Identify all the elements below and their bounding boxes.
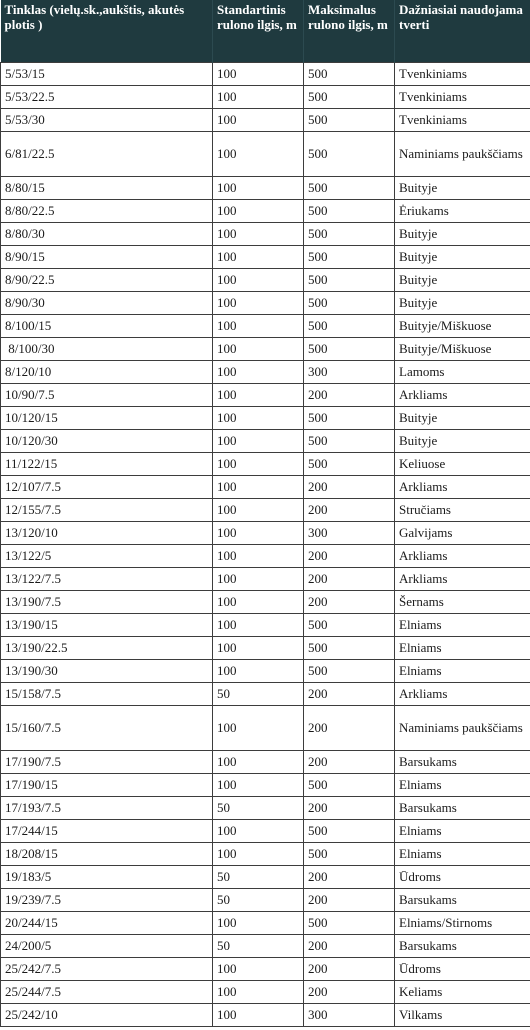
cell-usage: Buityje xyxy=(395,407,530,430)
table-row xyxy=(1,338,530,361)
cell-max-length: 500 xyxy=(304,109,395,132)
cell-standard-length: 100 xyxy=(213,453,304,476)
cell-mesh: 17/190/7.5 xyxy=(1,751,213,774)
cell-max-length: 200 xyxy=(304,866,395,889)
cell-mesh: 13/120/10 xyxy=(1,522,213,545)
cell-usage: Elniams xyxy=(395,843,530,866)
table-row xyxy=(1,545,530,568)
cell-standard-length: 50 xyxy=(213,797,304,820)
header-row xyxy=(1,0,530,63)
table-body xyxy=(1,63,530,1027)
cell-standard-length: 100 xyxy=(213,820,304,843)
table-row xyxy=(1,774,530,797)
cell-usage: Keliams xyxy=(395,981,530,1004)
cell-standard-length: 100 xyxy=(213,614,304,637)
table-row xyxy=(1,706,530,751)
cell-max-length: 500 xyxy=(304,660,395,683)
cell-usage: Ūdroms xyxy=(395,958,530,981)
cell-max-length: 200 xyxy=(304,889,395,912)
table-row xyxy=(1,1004,530,1027)
cell-standard-length: 100 xyxy=(213,200,304,223)
cell-usage: Buityje xyxy=(395,246,530,269)
cell-standard-length: 100 xyxy=(213,315,304,338)
table-row xyxy=(1,683,530,706)
cell-usage: Buityje xyxy=(395,430,530,453)
cell-standard-length: 100 xyxy=(213,981,304,1004)
cell-standard-length: 100 xyxy=(213,223,304,246)
cell-max-length: 200 xyxy=(304,706,395,751)
table-row xyxy=(1,407,530,430)
cell-standard-length: 50 xyxy=(213,683,304,706)
table-row xyxy=(1,384,530,407)
table-row xyxy=(1,637,530,660)
cell-usage: Barsukams xyxy=(395,751,530,774)
cell-mesh: 19/183/5 xyxy=(1,866,213,889)
cell-usage: Buityje xyxy=(395,269,530,292)
table-row xyxy=(1,315,530,338)
cell-max-length: 200 xyxy=(304,981,395,1004)
cell-mesh: 8/90/22.5 xyxy=(1,269,213,292)
cell-max-length: 200 xyxy=(304,683,395,706)
cell-mesh: 8/120/10 xyxy=(1,361,213,384)
cell-standard-length: 100 xyxy=(213,660,304,683)
table-row xyxy=(1,843,530,866)
table-row xyxy=(1,522,530,545)
cell-max-length: 500 xyxy=(304,407,395,430)
cell-max-length: 500 xyxy=(304,200,395,223)
cell-max-length: 200 xyxy=(304,499,395,522)
cell-max-length: 500 xyxy=(304,132,395,177)
cell-max-length: 200 xyxy=(304,797,395,820)
cell-standard-length: 100 xyxy=(213,361,304,384)
cell-max-length: 500 xyxy=(304,63,395,86)
cell-mesh: 10/90/7.5 xyxy=(1,384,213,407)
cell-usage: Buityje xyxy=(395,177,530,200)
cell-max-length: 500 xyxy=(304,637,395,660)
cell-mesh: 8/80/22.5 xyxy=(1,200,213,223)
cell-max-length: 500 xyxy=(304,843,395,866)
cell-max-length: 200 xyxy=(304,958,395,981)
table-row xyxy=(1,132,530,177)
cell-max-length: 500 xyxy=(304,820,395,843)
header-max-length: Maksimalus rulono ilgis, m xyxy=(304,0,395,63)
cell-standard-length: 100 xyxy=(213,568,304,591)
cell-max-length: 500 xyxy=(304,86,395,109)
table-row xyxy=(1,269,530,292)
cell-max-length: 300 xyxy=(304,361,395,384)
cell-mesh: 5/53/30 xyxy=(1,109,213,132)
cell-mesh: 17/190/15 xyxy=(1,774,213,797)
table-row xyxy=(1,109,530,132)
cell-usage: Elniams xyxy=(395,820,530,843)
cell-mesh: 17/244/15 xyxy=(1,820,213,843)
cell-max-length: 500 xyxy=(304,223,395,246)
cell-usage: Naminiams paukščiams xyxy=(395,132,530,177)
cell-max-length: 500 xyxy=(304,177,395,200)
cell-usage: Tvenkiniams xyxy=(395,109,530,132)
header-mesh: Tinklas (vielų.sk.,aukštis, akutės plotis ) xyxy=(1,0,213,63)
cell-mesh: 8/80/15 xyxy=(1,177,213,200)
cell-standard-length: 100 xyxy=(213,430,304,453)
cell-mesh: 25/242/10 xyxy=(1,1004,213,1027)
cell-mesh: 10/120/15 xyxy=(1,407,213,430)
cell-standard-length: 100 xyxy=(213,958,304,981)
cell-usage: Ėriukams xyxy=(395,200,530,223)
cell-mesh: 13/190/15 xyxy=(1,614,213,637)
cell-max-length: 500 xyxy=(304,269,395,292)
cell-usage: Šernams xyxy=(395,591,530,614)
cell-standard-length: 100 xyxy=(213,751,304,774)
cell-usage: Arkliams xyxy=(395,476,530,499)
cell-usage: Arkliams xyxy=(395,683,530,706)
cell-standard-length: 100 xyxy=(213,86,304,109)
cell-max-length: 200 xyxy=(304,568,395,591)
cell-usage: Elniams xyxy=(395,637,530,660)
cell-usage: Elniams xyxy=(395,774,530,797)
cell-max-length: 500 xyxy=(304,774,395,797)
cell-standard-length: 100 xyxy=(213,407,304,430)
cell-max-length: 200 xyxy=(304,751,395,774)
table-row xyxy=(1,935,530,958)
cell-standard-length: 100 xyxy=(213,591,304,614)
cell-mesh: 13/190/22.5 xyxy=(1,637,213,660)
table-row xyxy=(1,223,530,246)
cell-max-length: 500 xyxy=(304,453,395,476)
cell-mesh: 8/80/30 xyxy=(1,223,213,246)
cell-standard-length: 100 xyxy=(213,269,304,292)
cell-standard-length: 100 xyxy=(213,63,304,86)
table-row xyxy=(1,751,530,774)
table-row xyxy=(1,614,530,637)
cell-standard-length: 100 xyxy=(213,384,304,407)
table-row xyxy=(1,912,530,935)
cell-standard-length: 100 xyxy=(213,522,304,545)
cell-max-length: 500 xyxy=(304,430,395,453)
header-standard-length: Standartinis rulono ilgis, m xyxy=(213,0,304,63)
cell-mesh: 11/122/15 xyxy=(1,453,213,476)
cell-mesh: 24/200/5 xyxy=(1,935,213,958)
table-row xyxy=(1,177,530,200)
table-row xyxy=(1,981,530,1004)
cell-usage: Lamoms xyxy=(395,361,530,384)
cell-standard-length: 100 xyxy=(213,843,304,866)
cell-mesh: 8/90/30 xyxy=(1,292,213,315)
cell-usage: Galvijams xyxy=(395,522,530,545)
cell-mesh: 5/53/22.5 xyxy=(1,86,213,109)
cell-standard-length: 100 xyxy=(213,774,304,797)
cell-standard-length: 100 xyxy=(213,545,304,568)
cell-standard-length: 100 xyxy=(213,109,304,132)
cell-mesh: 8/90/15 xyxy=(1,246,213,269)
table-row xyxy=(1,200,530,223)
cell-usage: Barsukams xyxy=(395,889,530,912)
cell-usage: Tvenkiniams xyxy=(395,86,530,109)
cell-mesh: 13/190/7.5 xyxy=(1,591,213,614)
cell-usage: Elniams xyxy=(395,614,530,637)
cell-usage: Arkliams xyxy=(395,384,530,407)
cell-standard-length: 50 xyxy=(213,935,304,958)
cell-mesh: 6/81/22.5 xyxy=(1,132,213,177)
table-row xyxy=(1,820,530,843)
cell-mesh: 10/120/30 xyxy=(1,430,213,453)
table-row xyxy=(1,476,530,499)
table-row xyxy=(1,453,530,476)
table-header xyxy=(1,0,530,63)
table-row xyxy=(1,361,530,384)
cell-max-length: 200 xyxy=(304,591,395,614)
cell-standard-length: 100 xyxy=(213,292,304,315)
table-row xyxy=(1,591,530,614)
table-row xyxy=(1,568,530,591)
cell-mesh: 15/158/7.5 xyxy=(1,683,213,706)
cell-usage: Arkliams xyxy=(395,545,530,568)
cell-standard-length: 100 xyxy=(213,177,304,200)
table-row xyxy=(1,866,530,889)
cell-mesh: 19/239/7.5 xyxy=(1,889,213,912)
cell-usage: Tvenkiniams xyxy=(395,63,530,86)
cell-standard-length: 50 xyxy=(213,866,304,889)
cell-max-length: 500 xyxy=(304,292,395,315)
cell-standard-length: 100 xyxy=(213,338,304,361)
cell-usage: Elniams/Stirnoms xyxy=(395,912,530,935)
cell-max-length: 500 xyxy=(304,614,395,637)
cell-usage: Buityje/Miškuose xyxy=(395,338,530,361)
table-row xyxy=(1,430,530,453)
cell-mesh: 25/244/7.5 xyxy=(1,981,213,1004)
cell-mesh: 17/193/7.5 xyxy=(1,797,213,820)
cell-mesh: 8/100/30 xyxy=(1,338,213,361)
header-usage: Dažniasiai naudojama tverti xyxy=(395,0,530,63)
cell-usage: Stručiams xyxy=(395,499,530,522)
cell-standard-length: 100 xyxy=(213,246,304,269)
cell-max-length: 500 xyxy=(304,246,395,269)
cell-max-length: 200 xyxy=(304,476,395,499)
cell-usage: Elniams xyxy=(395,660,530,683)
cell-usage: Barsukams xyxy=(395,935,530,958)
cell-max-length: 300 xyxy=(304,522,395,545)
table-row xyxy=(1,499,530,522)
cell-mesh: 20/244/15 xyxy=(1,912,213,935)
cell-max-length: 200 xyxy=(304,545,395,568)
cell-max-length: 200 xyxy=(304,384,395,407)
table-row xyxy=(1,292,530,315)
cell-standard-length: 100 xyxy=(213,476,304,499)
cell-max-length: 500 xyxy=(304,315,395,338)
cell-usage: Vilkams xyxy=(395,1004,530,1027)
table-row xyxy=(1,63,530,86)
cell-mesh: 15/160/7.5 xyxy=(1,706,213,751)
table-row xyxy=(1,86,530,109)
table-row xyxy=(1,958,530,981)
cell-usage: Buityje/Miškuose xyxy=(395,315,530,338)
cell-standard-length: 100 xyxy=(213,499,304,522)
table-row xyxy=(1,246,530,269)
cell-standard-length: 100 xyxy=(213,912,304,935)
cell-mesh: 8/100/15 xyxy=(1,315,213,338)
cell-usage: Arkliams xyxy=(395,568,530,591)
cell-usage: Barsukams xyxy=(395,797,530,820)
table-row xyxy=(1,797,530,820)
cell-standard-length: 100 xyxy=(213,706,304,751)
cell-mesh: 12/155/7.5 xyxy=(1,499,213,522)
cell-max-length: 500 xyxy=(304,912,395,935)
table-row xyxy=(1,889,530,912)
cell-usage: Buityje xyxy=(395,292,530,315)
cell-mesh: 13/122/7.5 xyxy=(1,568,213,591)
cell-standard-length: 50 xyxy=(213,889,304,912)
cell-usage: Naminiams paukščiams xyxy=(395,706,530,751)
cell-mesh: 25/242/7.5 xyxy=(1,958,213,981)
cell-mesh: 13/122/5 xyxy=(1,545,213,568)
table-row xyxy=(1,660,530,683)
cell-mesh: 12/107/7.5 xyxy=(1,476,213,499)
cell-standard-length: 100 xyxy=(213,132,304,177)
cell-mesh: 5/53/15 xyxy=(1,63,213,86)
cell-mesh: 18/208/15 xyxy=(1,843,213,866)
cell-mesh: 13/190/30 xyxy=(1,660,213,683)
cell-max-length: 300 xyxy=(304,1004,395,1027)
cell-usage: Keliuose xyxy=(395,453,530,476)
cell-usage: Ūdroms xyxy=(395,866,530,889)
cell-standard-length: 100 xyxy=(213,1004,304,1027)
cell-standard-length: 100 xyxy=(213,637,304,660)
cell-max-length: 200 xyxy=(304,935,395,958)
cell-usage: Buityje xyxy=(395,223,530,246)
cell-max-length: 500 xyxy=(304,338,395,361)
